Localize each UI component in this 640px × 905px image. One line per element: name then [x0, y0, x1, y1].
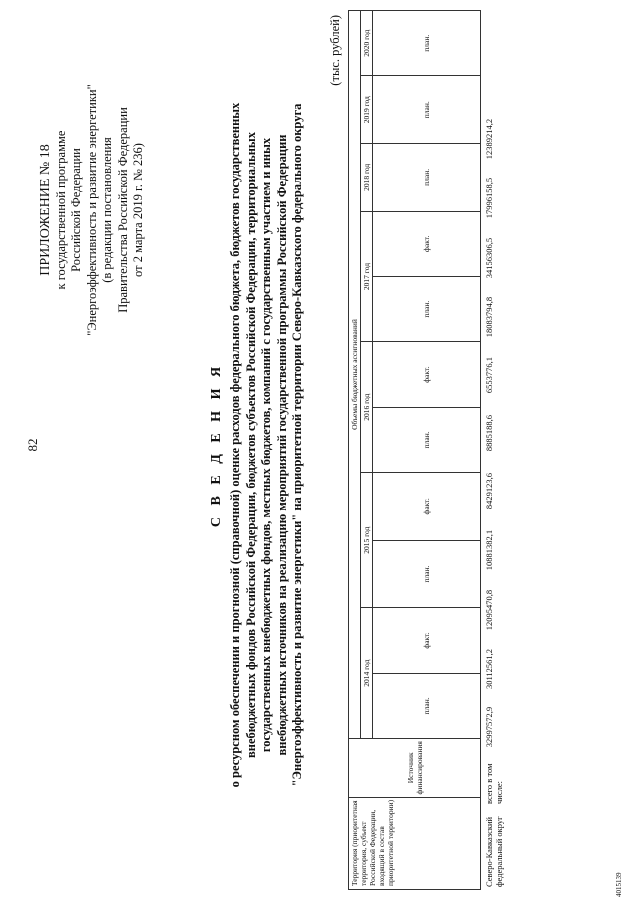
units-label: (тыс. рублей)	[328, 15, 342, 86]
header-plan: план.	[373, 540, 481, 608]
header-fact: факт.	[373, 342, 481, 407]
row-value: 30112561,2	[484, 648, 494, 690]
row-value: 18083794,8	[484, 296, 494, 338]
document-heading	[206, 5, 306, 885]
appendix-line: (в редакции постановления	[100, 137, 114, 283]
heading-line: государственных внебюджетных фондов, местных бюджетов, компаний с государственным участием и иных	[259, 137, 273, 753]
header-fact: факт.	[373, 473, 481, 541]
heading-line: о ресурсном обеспечении и прогнозной (справочной) оценке расходов федерального бюджета, бюджетов государственных	[228, 102, 242, 788]
appendix-line: от 2 марта 2019 г. № 236)	[131, 143, 145, 277]
header-plan: план.	[373, 76, 481, 144]
appendix-line: Российской Федерации	[69, 148, 83, 272]
row-territory: Северо-Кавказский федеральный округ	[484, 816, 504, 887]
appendix-line: Правительства Российской Федерации	[115, 107, 130, 313]
row-value: 34156306,5	[484, 237, 494, 279]
heading-title: С В Е Д Е Н И Я	[209, 362, 224, 528]
document-code: 4015139	[615, 872, 623, 897]
header-year: 2015 год	[361, 473, 373, 608]
header-plan: план.	[373, 11, 481, 76]
header-plan: план.	[373, 144, 481, 212]
header-fact: факт.	[373, 608, 481, 673]
header-plan: план.	[373, 407, 481, 472]
header-year: 2014 год	[361, 608, 373, 739]
header-year: 2017 год	[361, 211, 373, 342]
header-year: 2020 год	[361, 11, 373, 76]
heading-line: внебюджетных источников на реализацию мероприятий государственной программы Российской Федерации	[274, 134, 289, 756]
appendix-block	[38, 45, 147, 375]
header-year: 2018 год	[361, 144, 373, 212]
row-value: 8885188,6	[484, 414, 494, 452]
table-row	[484, 10, 534, 890]
header-year: 2016 год	[361, 342, 373, 473]
row-value: 12095470,8	[484, 589, 494, 631]
appendix-line: "Энергоэффективность и развитие энергетики"	[84, 84, 99, 336]
row-value: 17996158,5	[484, 177, 494, 219]
appendix-line: ПРИЛОЖЕНИЕ № 18	[38, 144, 53, 276]
row-value: 8429123,6	[484, 472, 494, 510]
header-group: Объемы бюджетных ассигнований	[349, 11, 361, 739]
page-number: 82	[25, 438, 40, 452]
appendix-line: к государственной программе	[53, 130, 68, 290]
header-plan: план.	[373, 277, 481, 342]
header-territory: Территория (приоритетная территория, субъект Российской Федерации, входящий в состав приоритетной территории)	[349, 797, 481, 889]
budget-table-header	[348, 10, 481, 890]
row-value: 10881382,1	[484, 529, 494, 571]
row-value: 32997572,9	[484, 706, 494, 748]
header-fact: факт.	[373, 211, 481, 276]
header-year: 2019 год	[361, 76, 373, 144]
row-value: 12389214,2	[484, 118, 494, 160]
heading-line: внебюджетных фондов Российской Федерации, бюджетов субъектов Российской Федерации, территориальных	[243, 132, 258, 758]
row-source: всего в том числе:	[484, 763, 504, 804]
header-plan: план.	[373, 673, 481, 738]
heading-line: "Энергоэффективность и развитие энергетики" на приоритетной территории Северо-Кавказского федерального округа	[290, 103, 304, 787]
row-value: 6553776,1	[484, 356, 494, 394]
header-source: Источник финансирования	[349, 739, 481, 798]
